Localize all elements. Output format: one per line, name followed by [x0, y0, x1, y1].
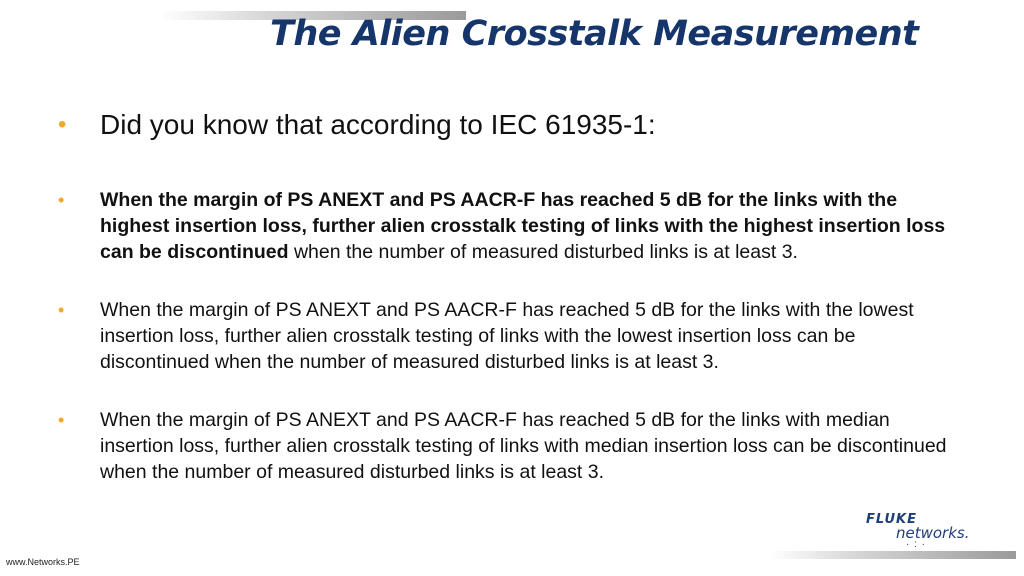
- fluke-networks-logo: [866, 512, 996, 548]
- bullet-icon: •: [58, 300, 65, 320]
- intro-text: Did you know that according to IEC 61935-1:: [100, 109, 656, 140]
- paragraph-text: [100, 407, 958, 485]
- logo-dots-icon: · : ·: [906, 539, 926, 550]
- footer-url: www.Networks.PE: [6, 557, 80, 567]
- paragraph-text: [100, 297, 958, 375]
- logo-brand-top: FLUKE: [866, 512, 917, 527]
- paragraph-normal-text: when the number of measured disturbed links is at least 3.: [288, 241, 798, 263]
- slide-title: The Alien Crosstalk Measurement: [270, 14, 919, 54]
- paragraph-lowest-insertion-loss: [58, 297, 958, 375]
- bullet-icon: •: [58, 111, 67, 138]
- paragraph-highest-insertion-loss: [58, 187, 958, 265]
- bullet-icon: •: [58, 190, 65, 210]
- paragraph-normal-text: When the margin of PS ANEXT and PS AACR-F has reached 5 dB for the links with the lowest insertion loss, further alien crosstalk testing of links with the lowest insertion loss can be discontinued when the number of measured disturbed links is at least 3.: [100, 299, 914, 373]
- paragraph-bold-text: When the margin of PS ANEXT and PS AACR-F has reached 5 dB for the links with the highest insertion loss, further alien crosstalk testing of links with the highest insertion loss can be discontinued: [100, 189, 946, 263]
- paragraph-text: [100, 187, 958, 265]
- paragraph-median-insertion-loss: [58, 407, 958, 485]
- bottom-decorative-bar: [770, 551, 1016, 559]
- paragraph-normal-text: When the margin of PS ANEXT and PS AACR-F has reached 5 dB for the links with median insertion loss, further alien crosstalk testing of links with median insertion loss can be discontinued when the number of measured disturbed links is at least 3.: [100, 409, 947, 483]
- bullet-icon: •: [58, 410, 65, 430]
- logo-brand-bottom: networks.: [896, 524, 970, 542]
- intro-bullet: [58, 107, 656, 143]
